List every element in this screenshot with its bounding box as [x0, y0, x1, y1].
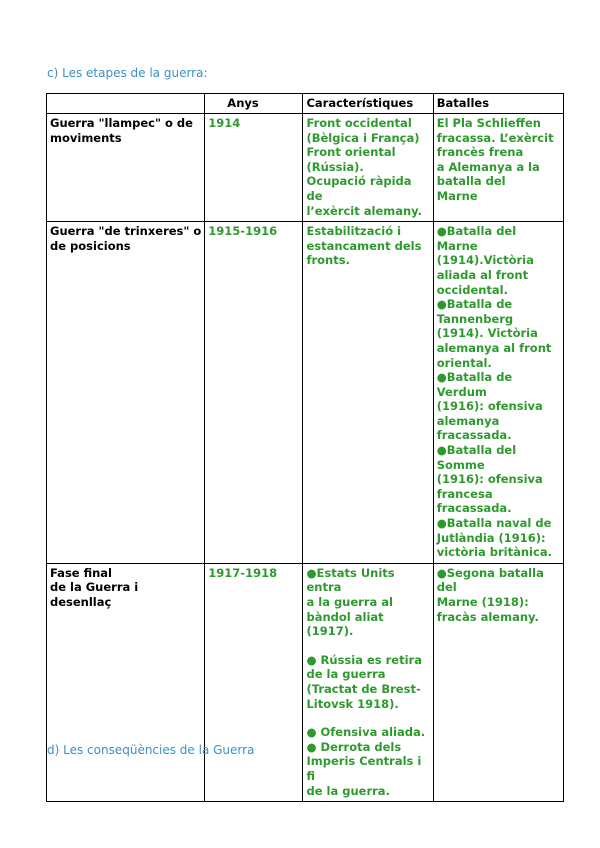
text-line: ● Ofensiva aliada.	[306, 725, 426, 740]
text-line: ●Segona batalla del	[436, 565, 544, 595]
text-line: estancament dels	[306, 238, 422, 253]
text-line: Tannenberg	[436, 311, 514, 326]
table-row	[47, 222, 564, 564]
stage-cell	[47, 114, 205, 222]
years-cell: 1914	[205, 114, 303, 222]
text-line: de la guerra	[306, 667, 386, 682]
war-stages-table	[46, 93, 564, 802]
text-line: Estabilització i	[306, 224, 402, 239]
text-line: de la guerra.	[306, 783, 390, 798]
text-line: ●Batalla de Verdum	[436, 370, 513, 399]
text-line: de posicions	[50, 238, 131, 253]
text-line: alemanya al front	[436, 340, 552, 355]
text-line: Guerra "de trinxeres" o	[50, 224, 202, 239]
text-line: fracassada.	[436, 501, 512, 516]
text-line: francesa	[436, 486, 493, 501]
text-line: l’exèrcit alemany.	[306, 203, 422, 218]
header-stage	[47, 94, 205, 114]
text-line: ●Batalla del Somme	[436, 443, 517, 472]
text-line: Guerra "llampec" o de	[50, 116, 193, 130]
text-line: fracassada.	[436, 428, 512, 443]
table-row	[47, 114, 564, 222]
features-cell	[303, 563, 433, 801]
text-line: Jutlàndia (1916):	[436, 530, 546, 545]
features-cell	[303, 114, 433, 222]
text-line: Ocupació ràpida de	[306, 174, 412, 203]
text-line: Marne	[436, 188, 478, 203]
text-line: ●Batalla del Marne	[436, 224, 517, 253]
text-line: ● Rússia es retira	[306, 652, 422, 667]
text-line: francès frena	[436, 145, 524, 160]
battles-cell	[433, 222, 563, 564]
text-line: batalla del	[436, 174, 506, 189]
battles-cell	[433, 114, 563, 222]
battles-cell	[433, 563, 563, 801]
text-line: Front occidental	[306, 116, 412, 130]
text-line: oriental.	[436, 355, 492, 370]
text-line: (1914). Victòria	[436, 326, 538, 341]
text-line: ● Derrota dels	[306, 739, 402, 754]
text-line: (Bèlgica i França)	[306, 130, 420, 145]
header-years: Anys	[205, 94, 303, 114]
years-cell: 1915-1916	[205, 222, 303, 564]
text-line: a la guerra al	[306, 595, 393, 609]
text-line: ●Estats Units entra	[306, 565, 395, 595]
text-line: Marne (1918):	[436, 595, 529, 609]
text-line: de la Guerra i desenllaç	[50, 580, 139, 609]
header-battles: Batalles	[433, 94, 563, 114]
text-line: victòria britànica.	[436, 545, 552, 560]
text-line: (Rússia).	[306, 159, 364, 174]
text-line: fronts.	[306, 253, 350, 268]
text-line: ●Batalla de	[436, 297, 513, 312]
text-line: (1916): ofensiva	[436, 472, 543, 487]
text-line: Fase final	[50, 565, 113, 580]
text-line: aliada al front	[436, 267, 529, 282]
text-line: ●Batalla naval de	[436, 516, 552, 531]
text-line: (1916): ofensiva	[436, 399, 543, 414]
text-line: a Alemanya a la	[436, 159, 540, 174]
text-line: (Tractat de Brest-	[306, 681, 421, 696]
header-features: Característiques	[303, 94, 433, 114]
text-line: alemanya	[436, 413, 500, 428]
text-line: El Pla Schlieffen	[436, 116, 541, 130]
years-cell: 1917-1918	[205, 563, 303, 801]
text-line: Imperis Centrals i fi	[306, 754, 422, 783]
table-header-row	[47, 94, 564, 114]
stage-cell	[47, 222, 205, 564]
text-line	[306, 639, 429, 653]
text-line: (1914).Victòria	[436, 253, 534, 268]
text-line: bàndol aliat (1917).	[306, 609, 384, 639]
table-row	[47, 563, 564, 801]
text-line: Front oriental	[306, 145, 396, 160]
text-line	[306, 711, 429, 725]
section-heading-stages: c) Les etapes de la guerra:	[47, 66, 208, 80]
section-heading-consequences: d) Les conseqüències de la Guerra	[47, 743, 255, 757]
stage-cell	[47, 563, 205, 801]
text-line: fracassa. L’exèrcit	[436, 130, 554, 145]
text-line: fracàs alemany.	[436, 609, 539, 624]
text-line: Litovsk 1918).	[306, 696, 399, 711]
text-line: moviments	[50, 130, 122, 145]
text-line: occidental.	[436, 282, 508, 297]
features-cell	[303, 222, 433, 564]
